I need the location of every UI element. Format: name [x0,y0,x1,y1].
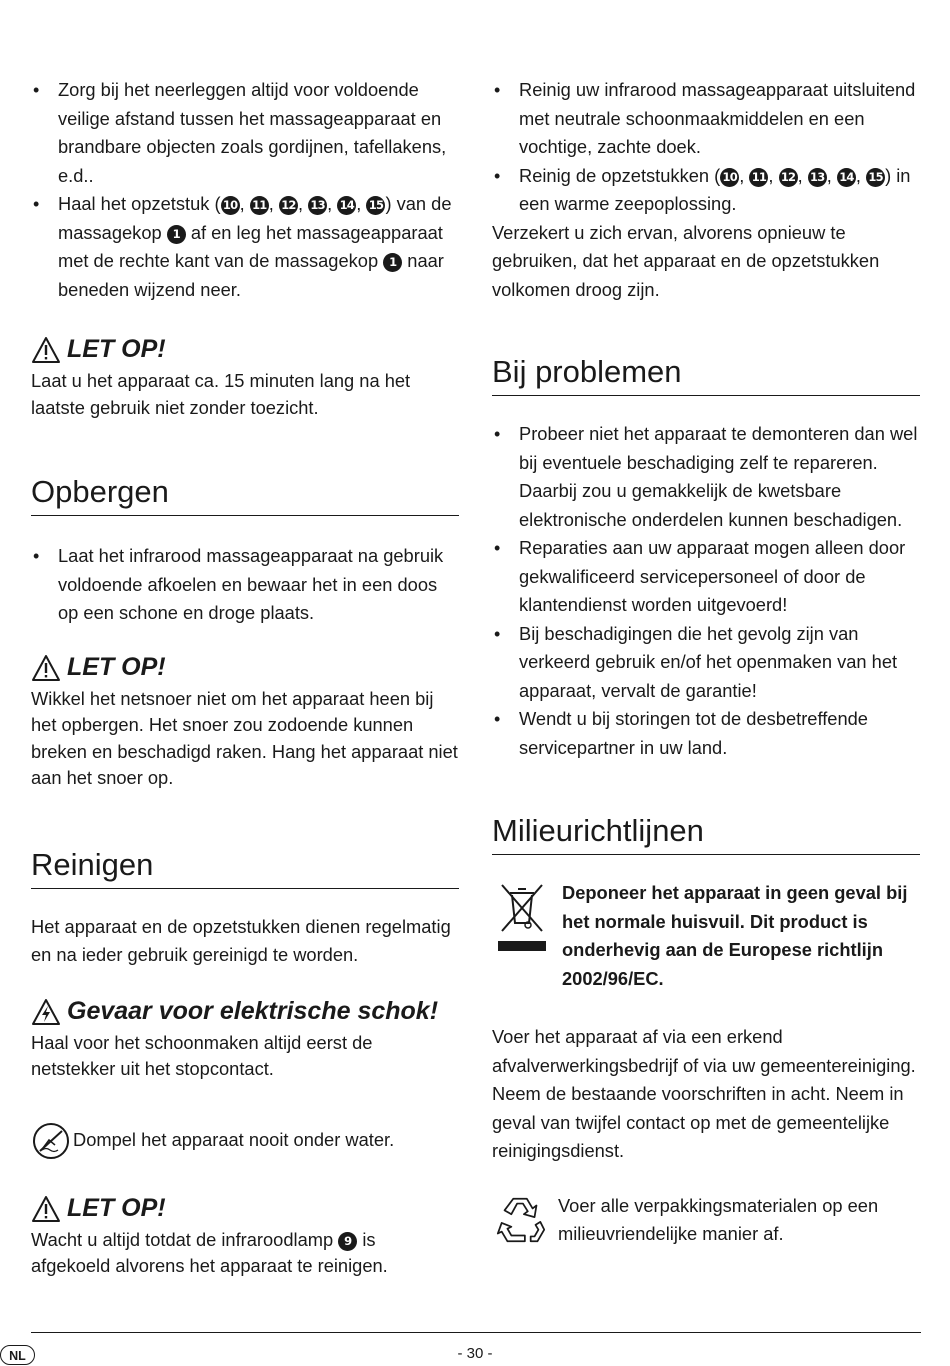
recycle-notice [492,1192,920,1249]
list-item: • Reinig de opzetstukken ( 10 , 11 , 12 , 13 , 14 , 15 ) in een warme zeepoplossing. [492,162,920,219]
warning-heading [31,648,459,682]
page-number: - 30 - [457,1345,493,1362]
list-item: • Reinig uw infrarood massageapparaat uitsluitend met neutrale schoonmaakmiddelen en een vochtige, zachte doek. [492,76,920,162]
warning-text: Wacht u altijd totdat de infraroodlamp 9 is afgekoeld alvorens het apparaat te reinigen. [31,1228,388,1276]
warning-triangle-icon [31,654,61,682]
warning-heading [31,330,459,364]
crossed-bin-icon [492,879,552,959]
number-badge: 15 [366,196,385,215]
number-badge: 1 [167,225,186,244]
number-badge: 10 [720,168,739,187]
list-item: • Haal het opzetstuk ( 10 , 11 , 12 , 13 , 14 , 15 ) van de massagekop 1 af en leg het massageapparaat met de rechte kant van de massagekop 1 naar beneden wijzend neer. [31,190,459,304]
no-water-text: Dompel het apparaat nooit onder water. [73,1129,395,1151]
bullet-list-problemen [492,420,920,762]
left-column [31,76,459,1280]
warning-text: Laat u het apparaat ca. 15 minuten lang na het laatste gebruik niet zonder toezicht. [31,370,411,418]
no-water-notice [31,1121,459,1161]
number-badge: 14 [337,196,356,215]
disposal-text: Voer het apparaat af via een erkend afvalverwerkingsbedrijf of via uw gemeentereiniging. [492,1026,916,1076]
number-badge: 10 [221,196,240,215]
list-item: • Zorg bij het neerleggen altijd voor voldoende veilige afstand tussen het massageapparaat en brandbare objecten zoals gordijnen, tafellakens, e.d.. [31,76,459,190]
number-badge: 12 [779,168,798,187]
warning-title: LET OP! [67,652,166,681]
reinigen-text: Het apparaat en de opzetstukken dienen regelmatig en na ieder gebruik gereinigd te worden. [31,915,451,965]
warning-text: Haal voor het schoonmaken altijd eerst de netstekker uit het stopcontact. [31,1031,373,1079]
language-badge: NL [0,1345,35,1365]
warning-heading [31,992,459,1026]
section-title-opbergen: Opbergen [31,471,459,516]
number-badge: 11 [250,196,269,215]
section-title-reinigen: Reinigen [31,844,459,889]
number-badge: 13 [308,196,327,215]
bullet-list-cleaning [492,76,920,219]
warning-triangle-icon [31,336,61,364]
dry-text: Verzekert u zich ervan, alvorens opnieuw te gebruiken, dat het apparaat en de opzetstukken volkomen droog zijn. [492,221,880,300]
right-column [492,76,920,1249]
warning-heading [31,1189,459,1223]
recycle-text: Voer alle verpakkingsmaterialen op een milieuvriendelijke manier af. [558,1194,879,1244]
number-badge: 14 [837,168,856,187]
warning-title: Gevaar voor elektrische schok! [67,996,439,1025]
list-item: • Laat het infrarood massageapparaat na gebruik voldoende afkoelen en bewaar het in een doos op een schone en droge plaats. [31,542,459,628]
warning-text: Wikkel het netsnoer niet om het apparaat heen bij het opbergen. Het snoer zou zodoende kunnen breken en beschadigd raken. Hang het apparaat niet aan het snoer op. [31,687,458,788]
section-title-milieu: Milieurichtlijnen [492,810,920,855]
number-badge: 12 [279,196,298,215]
section-title-problemen: Bij problemen [492,351,920,396]
warning-title: LET OP! [67,335,166,363]
recycle-icon [492,1192,550,1248]
footer-divider [31,1332,921,1333]
warning-triangle-icon [31,1195,61,1223]
electric-warning-icon [31,998,61,1026]
weee-text: Deponeer het apparaat in geen geval bij het normale huisvuil. Dit product is onderhevig aan de Europese richtlijn 2002/96/EC. [562,882,908,989]
list-item: • Bij beschadigingen die het gevolg zijn van verkeerd gebruik en/of het openmaken van het apparaat, vervalt de garantie! [492,620,920,706]
no-water-icon [31,1121,71,1161]
number-badge: 13 [808,168,827,187]
warning-title: LET OP! [67,1193,166,1222]
regulations-text: Neem de bestaande voorschriften in acht. Neem in geval van twijfel contact op met de gemeentelijke reinigingsdienst. [492,1083,904,1161]
weee-notice [492,879,920,993]
number-badge: 11 [749,168,768,187]
number-badge: 9 [338,1232,357,1251]
bullet-list-opbergen [31,542,459,628]
list-item: • Probeer niet het apparaat te demonteren dan wel bij eventuele beschadiging zelf te repareren. Daarbij zou u gemakkelijk de kwetsbare elektronische onderdelen kunnen beschadigen. [492,420,920,534]
number-badge: 15 [866,168,885,187]
number-badge: 1 [383,253,402,272]
list-item: • Reparaties aan uw apparaat mogen alleen door gekwalificeerd servicepersoneel of door de klantendienst worden uitgevoerd! [492,534,920,620]
bullet-list-placement [31,76,459,304]
list-item: • Wendt u bij storingen tot de desbetreffende servicepartner in uw land. [492,705,920,762]
